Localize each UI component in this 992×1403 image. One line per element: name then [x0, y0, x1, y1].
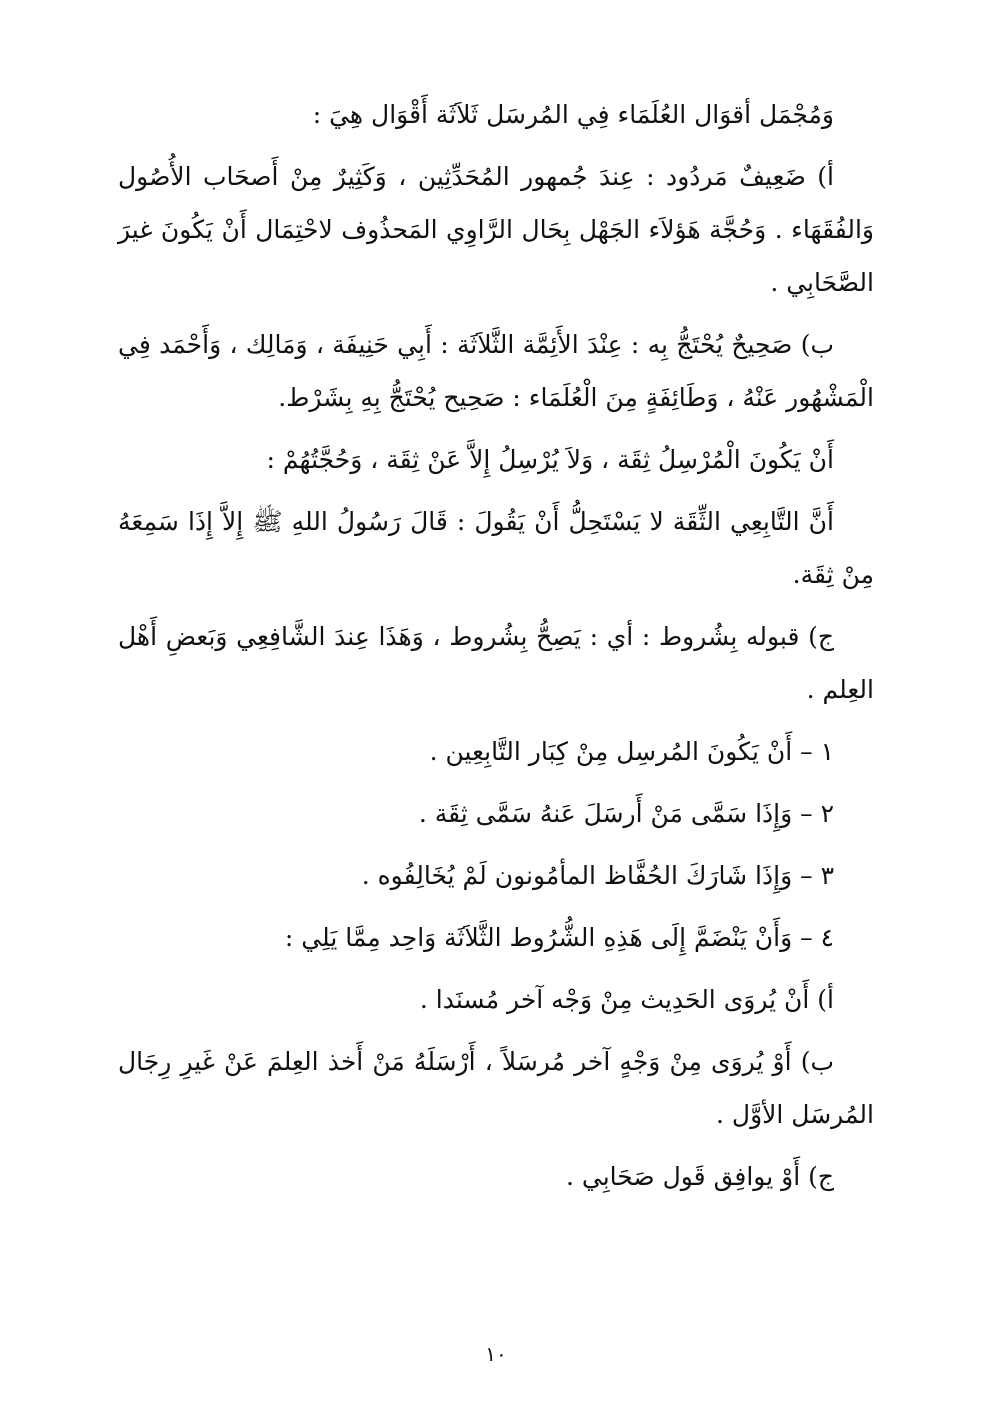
condition-item-2: ٢ – وَإِذَا سَمَّى مَنْ أَرسَلَ عَنهُ سَمَّى ثِقَة .	[418, 799, 834, 828]
condition-item-4: ٤ – وَأَنْ يَنْضَمَّ إِلَى هَذِهِ الشُّرُوط الثَّلاَثَة وَاحِد مِمَّا يَلِي :	[284, 923, 834, 952]
condition-item-3: ٣ – وَإِذَا شَارَكَ الحُفَّاظ المأمُونون لَمْ يُخَالِفُوه .	[361, 861, 834, 890]
sub-condition-item-c: ج) أَوْ يوافِق قَول صَحَابِي .	[565, 1162, 834, 1191]
sub-condition-item-b: ب) أَوْ يُروَى مِنْ وَجْهٍ آخر مُرسَلاً ، أَرْسَلَهُ مَنْ أَخذ العِلمَ عَنْ غَيرِ رِجَال المُرسَل الأوَّل .	[118, 1047, 874, 1129]
authentic-argument-paragraph: أَنَّ التَّابِعِي الثِّقَة لا يَسْتَحِلُّ أَنْ يَقُولَ : قَالَ رَسُولُ اللهِ ﷺ إِلاَّ إِذَا سَمِعَهُ مِنْ ثِقَة.	[118, 507, 874, 589]
intro-paragraph: وَمُجْمَل أقوَال العُلَمَاء فِي المُرسَل ثَلاَثَة أَقْوَال هِيَ :	[312, 100, 834, 129]
sub-condition-item-a: أ) أَنْ يُروَى الحَدِيث مِنْ وَجْه آخر مُسنَدا .	[419, 985, 834, 1014]
opinion-authentic-paragraph: ب) صَحِيحٌ يُحْتَجُّ بِه : عِنْدَ الأَئِمَّة الثَّلاَثَة : أَبِي حَنِيفَة ، وَمَالِك ، وَأَحْمَد فِي الْمَشْهُور عَنْهُ ، وَطَائِفَةٍ مِنَ الْعُلَمَاء : صَحِيح يُحْتَجُّ بِهِ بِشَرْط.	[118, 330, 874, 412]
page-number: ١٠	[485, 1342, 507, 1366]
condition-item-1: ١ – أَنْ يَكُونَ المُرسِل مِنْ كِبَار التَّابِعِين .	[429, 737, 834, 766]
authentic-condition-paragraph: أَنْ يَكُونَ الْمُرْسِلُ ثِقَة ، وَلاَ يُرْسِلُ إِلاَّ عَنْ ثِقَة ، وَحُجَّتُهُمْ :	[266, 445, 834, 474]
opinion-conditional-paragraph: ج) قبوله بِشُروط : أي : يَصِحُّ بِشُروط ، وَهَذَا عِندَ الشَّافِعِي وَبَعضِ أَهْل العِلم .	[118, 622, 874, 704]
opinion-weak-paragraph: أ) ضَعِيفٌ مَردُود : عِندَ جُمهور المُحَدِّثِين ، وَكَثِيرٌ مِنْ أَصحَاب الأُصُول وَالفُقَهَاء . وَحُجَّة هَؤلاَء الجَهْل بِحَال الرَّاوِي المَحذُوف لاحْتِمَال أَنْ يَكُونَ غيرَ الصَّحَابِي .	[118, 162, 874, 297]
document-body	[118, 88, 874, 1203]
